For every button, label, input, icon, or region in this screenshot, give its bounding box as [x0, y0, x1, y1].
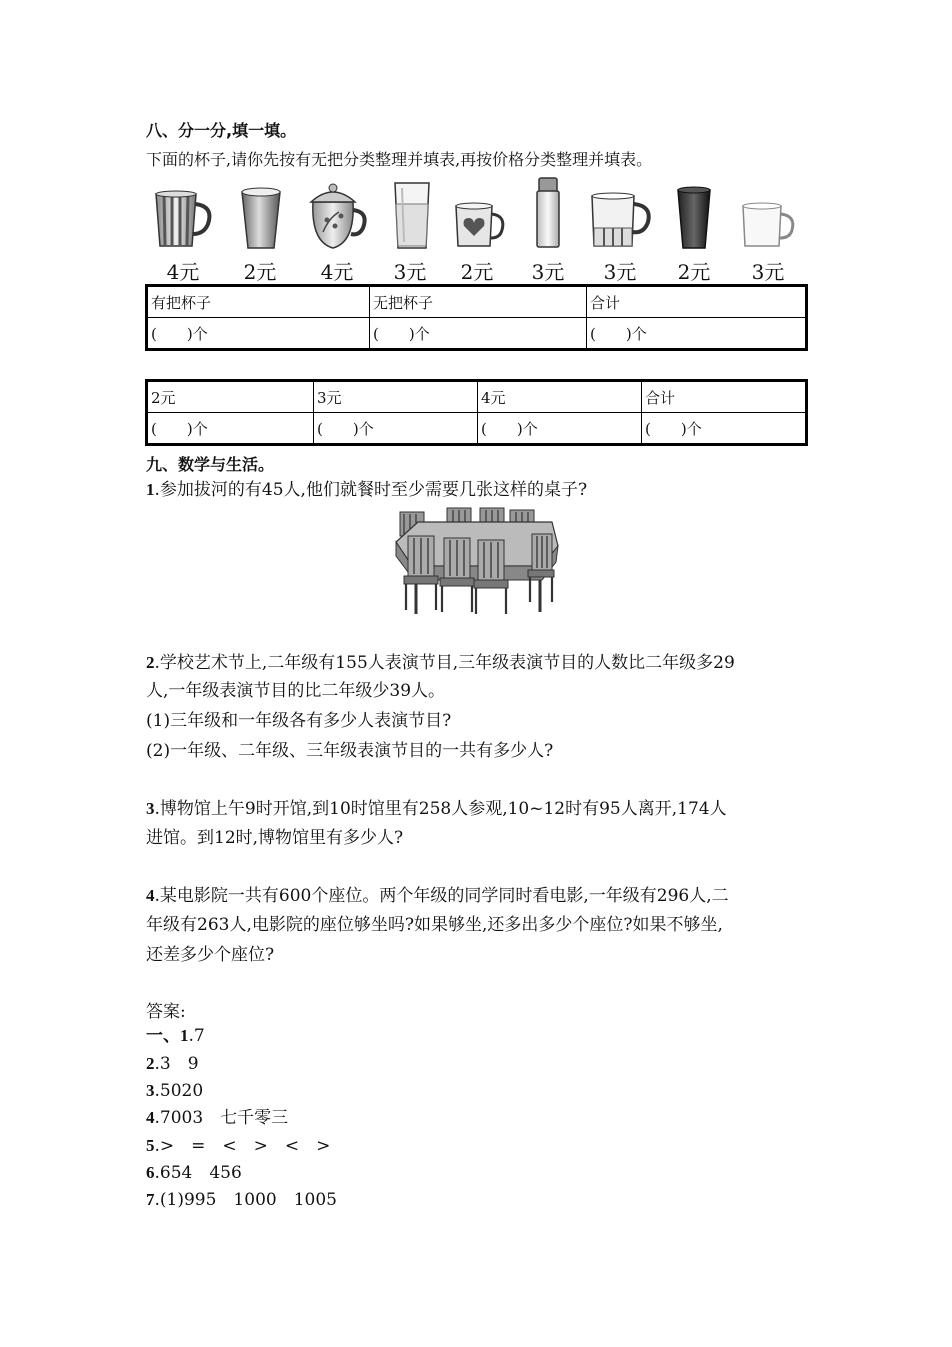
answer-4 [146, 1104, 288, 1132]
answer-blank-cell[interactable]: ( )个 [642, 413, 807, 445]
answer-text: .> = < > < > [154, 1136, 331, 1156]
answer-7 [146, 1186, 337, 1214]
answer-2 [146, 1050, 199, 1078]
question-number: 3 [146, 799, 155, 818]
price-label: 3元 [603, 260, 637, 284]
dark-tumbler-icon [676, 186, 712, 252]
question-3 [146, 794, 727, 824]
answer-number: 2 [146, 1054, 155, 1073]
price-label: 3元 [751, 260, 785, 284]
question-text: .某电影院一共有600个座位。两个年级的同学同时看电影,一年级有296人,二 [154, 886, 729, 906]
heart-mug-icon [454, 200, 508, 250]
question-4-line-2: 年级有263人,电影院的座位够坐吗?如果够坐,还多出多少个座位?如果不够坐, [146, 915, 723, 935]
table-header-cell: 无把杯子 [370, 286, 587, 318]
answer-blank-cell[interactable]: ( )个 [370, 318, 587, 350]
answer-text: .3 9 [154, 1054, 199, 1074]
price-label: 3元 [393, 260, 427, 284]
answer-blank-cell[interactable]: ( )个 [147, 318, 370, 350]
glass-icon [392, 180, 432, 252]
question-2-line-2: 人,一年级表演节目的比二年级少39人。 [146, 681, 446, 701]
thermos-icon [534, 176, 562, 252]
table-header-cell: 4元 [478, 381, 642, 413]
answer-number: 6 [146, 1163, 155, 1182]
answers-label: 答案: [146, 1002, 186, 1022]
question-text: .博物馆上午9时开馆,到10时馆里有258人参观,10~12时有95人离开,174人 [154, 799, 727, 819]
answer-blank-cell[interactable]: ( )个 [587, 318, 807, 350]
question-number: 2 [146, 653, 155, 672]
table-header-cell: 有把杯子 [147, 286, 370, 318]
section-8-title: 八、分一分,填一填。 [146, 121, 297, 140]
section-9-title: 九、数学与生活。 [146, 455, 275, 474]
price-label: 2元 [677, 260, 711, 284]
question-4 [146, 881, 729, 911]
answer-text: .5020 [154, 1081, 204, 1101]
answer-prefix: 一、 [146, 1026, 180, 1045]
glass-mug-icon [588, 190, 654, 252]
answer-text: .654 456 [154, 1163, 242, 1183]
table-header-cell: 合计 [642, 381, 807, 413]
answer-blank-cell[interactable]: ( )个 [314, 413, 478, 445]
question-2-sub-2: (2)一年级、二年级、三年级表演节目的一共有多少人? [146, 741, 554, 761]
question-4-line-3: 还差多少个座位? [146, 945, 275, 965]
answer-blank-cell[interactable]: ( )个 [478, 413, 642, 445]
lidded-floral-cup-icon [305, 182, 371, 252]
price-label: 4元 [166, 260, 200, 284]
question-number: 1 [146, 480, 155, 499]
answer-text: .(1)995 1000 1005 [154, 1190, 337, 1210]
dining-table-illustration [392, 506, 562, 618]
price-label: 2元 [460, 260, 494, 284]
answer-text: .7 [188, 1026, 205, 1046]
answer-number: 5 [146, 1136, 155, 1155]
answer-number: 4 [146, 1108, 155, 1127]
price-label: 3元 [531, 260, 565, 284]
answer-1 [146, 1022, 205, 1050]
striped-mug-icon [150, 188, 216, 252]
answer-text: .7003 七千零三 [154, 1108, 289, 1128]
answer-number: 7 [146, 1190, 155, 1209]
answer-5 [146, 1132, 330, 1160]
handle-classification-table [145, 284, 808, 351]
question-3-line-2: 进馆。到12时,博物馆里有多少人? [146, 828, 404, 848]
white-mug-icon [740, 200, 798, 250]
answer-number: 3 [146, 1081, 155, 1100]
answer-3 [146, 1077, 203, 1105]
section-8-instruction: 下面的杯子,请你先按有无把分类整理并填表,再按价格分类整理并填表。 [146, 150, 653, 169]
answer-number: 1 [180, 1026, 189, 1045]
price-label: 4元 [320, 260, 354, 284]
question-2 [146, 648, 735, 678]
tumbler-icon [238, 186, 284, 252]
table-header-cell: 3元 [314, 381, 478, 413]
answer-blank-cell[interactable]: ( )个 [147, 413, 314, 445]
table-header-cell: 合计 [587, 286, 807, 318]
price-classification-table [145, 379, 808, 446]
question-text: .学校艺术节上,二年级有155人表演节目,三年级表演节目的人数比二年级多29 [154, 653, 735, 673]
question-1 [146, 475, 587, 505]
table-header-cell: 2元 [147, 381, 314, 413]
price-label: 2元 [243, 260, 277, 284]
question-text: .参加拔河的有45人,他们就餐时至少需要几张这样的桌子? [154, 480, 588, 500]
answer-6 [146, 1159, 242, 1187]
question-number: 4 [146, 886, 155, 905]
question-2-sub-1: (1)三年级和一年级各有多少人表演节目? [146, 711, 452, 731]
